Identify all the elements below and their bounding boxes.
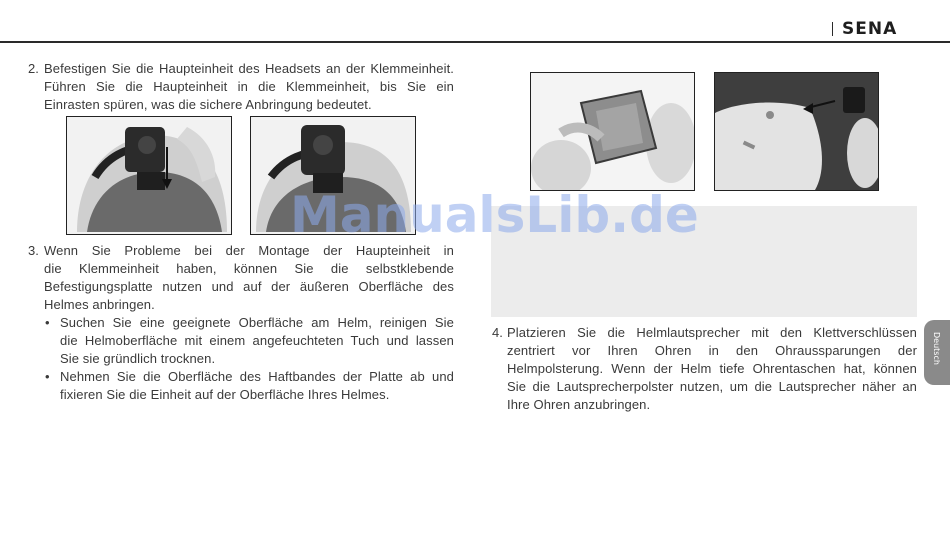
bullet-2-text (60, 368, 454, 404)
step-3-text (44, 242, 454, 314)
bullet-2-line-1: Nehmen Sie die Oberfläche des Haftbandes der Platte ab und (60, 369, 454, 384)
bullet-1-line-2: die Helmoberfläche mit einem angefeuchteten Tuch und lassen (60, 333, 454, 348)
step-2-text (44, 60, 454, 114)
bullet-2-symbol: • (45, 369, 50, 384)
step-3-line-1: Wenn Sie Probleme bei der Montage der Haupteinheit in (44, 243, 454, 258)
step-3-line-4: Helmes anbringen. (44, 297, 155, 312)
bullet-1-symbol: • (45, 315, 50, 330)
photo-velcro-pad (530, 72, 695, 191)
header-rule (0, 41, 950, 43)
watermark: ManualsLib.de (290, 186, 699, 244)
language-side-tab[interactable] (924, 320, 950, 385)
step-3-line-2: die Klemmeinheit haben, können Sie die selbstklebende (44, 261, 454, 276)
step-4-line-1: Platzieren Sie die Helmlautsprecher mit den Klettverschlüssen (507, 325, 917, 340)
step-4-line-2: zentriert vor Ihren Ohren in den Ohraussparungen der (507, 343, 917, 358)
language-side-tab-label: Deutsch (932, 332, 941, 365)
step-4-line-5: Ihre Ohren anzubringen. (507, 397, 651, 412)
step-4-line-4: Sie die Lautsprecherpolster nutzen, um die Lautsprecher näher an (507, 379, 917, 394)
brand-logo (842, 19, 920, 37)
step-2-line-3: Einrasten spüren, was die sichere Anbringung bedeutet. (44, 97, 372, 112)
brand-text: SENA (842, 19, 898, 37)
step-3-number: 3. (28, 243, 39, 258)
photo-mounting-headset-arrow (66, 116, 232, 235)
sena-logo-graphic (842, 19, 920, 37)
step-3-line-3: Befestigungsplatte nutzen und auf der äußeren Oberfläche des (44, 279, 454, 294)
step-2-line-2: Führen Sie die Haupteinheit in die Klemmeinheit, bis Sie ein (44, 79, 454, 94)
bullet-1-text (60, 314, 454, 368)
header-divider-tick (832, 22, 833, 36)
step-4-number: 4. (492, 325, 503, 340)
step-4-line-3: Helmpolsterung. Wenn der Helm tiefe Ohrentaschen hat, können (507, 361, 917, 376)
bullet-2-line-2: fixieren Sie die Einheit auf der Oberfläche Ihres Helmes. (60, 387, 390, 402)
step-4-text (507, 324, 917, 414)
bullet-1-line-1: Suchen Sie eine geeignete Oberfläche am Helm, reinigen Sie (60, 315, 454, 330)
step-2-number: 2. (28, 61, 39, 76)
photo-speaker-placement (714, 72, 879, 191)
bullet-1-line-3: Sie sie gründlich trocknen. (60, 351, 216, 366)
step-2-line-1: Befestigen Sie die Haupteinheit des Headsets an der Klemmeinheit. (44, 61, 454, 76)
